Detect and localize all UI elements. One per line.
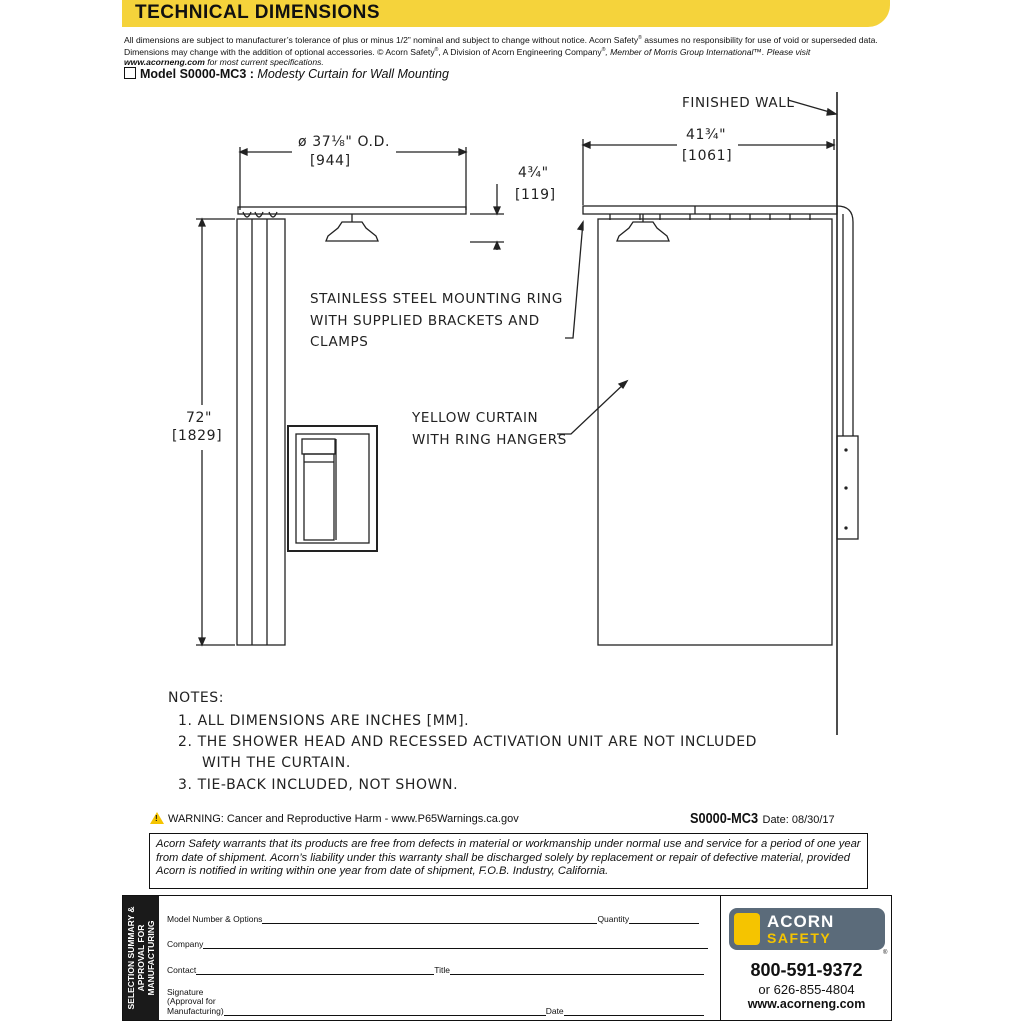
doc-code: S0000-MC3 — [690, 810, 759, 827]
acorn-logo-icon — [734, 913, 760, 945]
contact-box — [720, 896, 892, 1020]
height-dimension-mm: [1829] — [172, 428, 223, 444]
ring-label-line2: WITH SUPPLIED BRACKETS AND — [310, 313, 540, 329]
contact-row — [167, 965, 704, 975]
depth-dimension: 41¾" — [686, 127, 727, 143]
disclaimer-website[interactable]: www.acorneng.com — [124, 56, 205, 67]
drop-dimension: 4¾" — [518, 165, 549, 181]
logo-reg-mark: ® — [883, 950, 888, 956]
signature-label-sub: (Approval for — [167, 996, 216, 1006]
disclaimer-text-3: , A Division of Acorn Engineering Company — [438, 46, 602, 57]
reg-mark: ® — [601, 46, 606, 53]
model-description: Modesty Curtain for Wall Mounting — [257, 67, 449, 81]
disclaimer-text-2: assumes no responsibility for use of void or superseded data. Dimensions may change with the addition of optional accessories. © Acorn Safety — [124, 34, 878, 57]
summary-side-bar — [123, 896, 159, 1020]
curtain-label-line2: WITH RING HANGERS — [412, 432, 567, 448]
activation-unit — [288, 426, 377, 551]
drop-dimension-line — [470, 184, 504, 250]
ring-label-line1: STAINLESS STEEL MOUNTING RING — [310, 291, 563, 307]
doc-code-row — [690, 810, 847, 828]
contact-label: Contact — [167, 965, 197, 975]
ring-label-line3: CLAMPS — [310, 334, 369, 350]
ring-leader-line — [565, 222, 583, 338]
od-dimension-line — [240, 147, 466, 210]
summary-side-label: SELECTION SUMMARY & APPROVAL FOR MANUFACTURING — [126, 906, 156, 1010]
logo-text-acorn: ACORN — [767, 912, 835, 931]
warning-row — [150, 812, 519, 825]
signature-label: Signature — [167, 987, 204, 997]
reg-mark: ® — [434, 46, 439, 53]
contact-input[interactable] — [196, 965, 434, 975]
signature-row — [167, 988, 704, 1016]
selection-summary — [122, 895, 892, 1021]
logo-text-safety: SAFETY — [767, 930, 832, 946]
model-number-input[interactable] — [262, 914, 597, 924]
disclaimer-text-4: , Member of Morris Group International™. Please visit — [605, 46, 811, 57]
note-item: 3. TIE-BACK INCLUDED, NOT SHOWN. — [178, 777, 459, 793]
doc-date: Date: 08/30/17 — [762, 814, 835, 826]
mounting-ring-side-view — [238, 207, 466, 214]
warranty-box: Acorn Safety warrants that its products are free from defects in material or workmanship under normal use and service for a period of one year from date of shipment. Acorn’s liability under this warranty shall be discharged solely by replacement or repair of defective material, provided Acorn is notified in writing within one year from date of shipment, F.O.B. Industry, California. — [149, 833, 868, 889]
date-input[interactable] — [564, 1006, 704, 1016]
curtain-label-line1: YELLOW CURTAIN — [412, 410, 539, 426]
note-item: 1. ALL DIMENSIONS ARE INCHES [MM]. — [178, 713, 470, 729]
mounting-ring-front-view — [583, 206, 837, 214]
finished-wall — [788, 92, 837, 735]
page-title: TECHNICAL DIMENSIONS — [135, 2, 381, 23]
height-dimension: 72" — [186, 410, 213, 426]
disclaimer-tail: for most current specifications. — [204, 56, 324, 67]
warning-icon: ! — [150, 812, 164, 824]
model-number-label: Model Number & Options — [167, 914, 263, 924]
reg-mark: ® — [638, 35, 642, 41]
title-label: Title — [434, 965, 451, 975]
website-link[interactable]: www.acorneng.com — [747, 997, 866, 1011]
od-dimension: ø 37⅛" O.D. — [298, 134, 391, 150]
curtain-leader-line — [557, 381, 627, 434]
company-label: Company — [167, 939, 204, 949]
model-label: Model S0000-MC3 : — [140, 67, 254, 81]
shower-head-right — [617, 214, 669, 241]
shower-head-left — [326, 214, 378, 241]
depth-dimension-mm: [1061] — [682, 148, 733, 164]
date-label: Date — [545, 1006, 564, 1016]
disclaimer-text-1: All dimensions are subject to manufacturer’s tolerance of plus or minus 1/2” nominal and subject to change without notice. Acorn Safety — [124, 34, 639, 45]
company-input[interactable] — [203, 939, 708, 949]
phone-alt[interactable]: or 626-855-4804 — [758, 982, 855, 997]
note-item: 2. THE SHOWER HEAD AND RECESSED ACTIVATION UNIT ARE NOT INCLUDED — [178, 734, 758, 750]
finished-wall-label: FINISHED WALL — [682, 95, 795, 111]
curtain-front-view — [598, 219, 832, 645]
model-number-row — [167, 914, 699, 924]
company-row — [167, 939, 708, 949]
signature-input[interactable] — [224, 1006, 546, 1016]
note-item: WITH THE CURTAIN. — [202, 755, 351, 771]
signature-label-sub2: Manufacturing) — [167, 1006, 224, 1016]
drop-dimension-mm: [119] — [515, 187, 556, 203]
title-input[interactable] — [450, 965, 704, 975]
phone-main[interactable]: 800-591-9372 — [750, 960, 863, 980]
curtain-left-view — [237, 219, 285, 645]
acorn-safety-logo — [729, 908, 885, 950]
quantity-label: Quantity — [597, 914, 630, 924]
quantity-input[interactable] — [629, 914, 699, 924]
warning-text: WARNING: Cancer and Reproductive Harm - www.P65Warnings.ca.gov — [168, 813, 519, 825]
od-dimension-mm: [944] — [310, 153, 351, 169]
notes-title: NOTES: — [168, 690, 225, 706]
